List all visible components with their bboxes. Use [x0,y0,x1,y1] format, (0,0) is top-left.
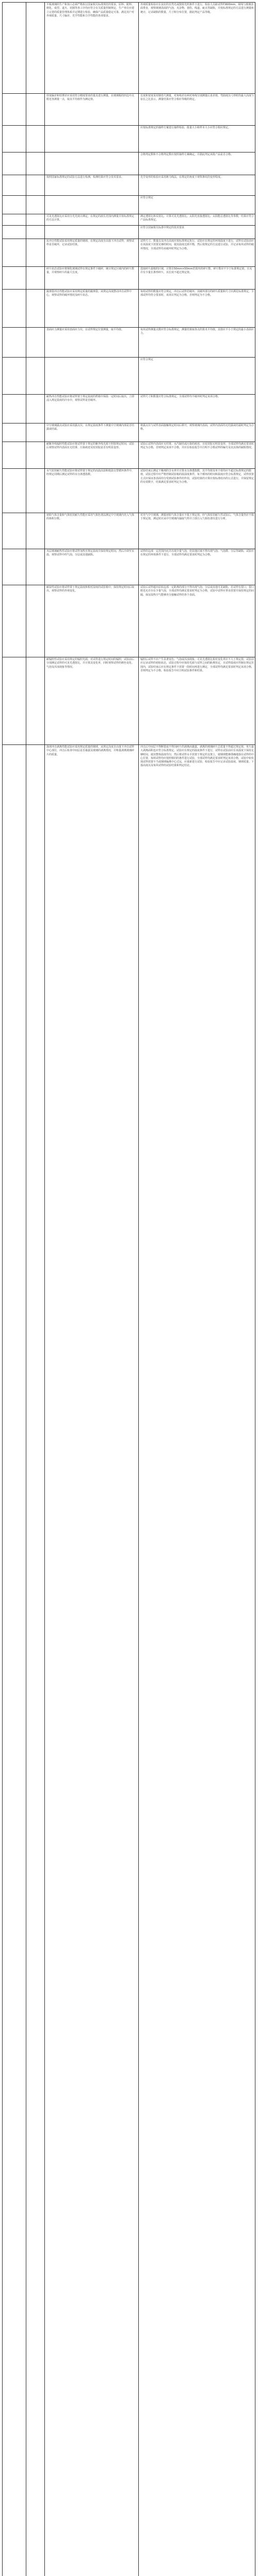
standard-cell: 耐湿性试验应将试样置于规定温度和相对湿度的试验箱中，保持规定时间后取出，观察试样的外观变化。 [46,586,135,593]
method-cell: 冲击后中间层不得断裂或不得因碎片的剥离而暴露，剥离的玻璃碎片总质量不得超过规定值，单片最大剥离面积也应符合标准规定，试验应在规定的温度条件下进行，试样在试验前应在该温度下保持足够时间，使其整体温度均匀，然后将试样水平放置于规定的支架上，使钢球能够准确地落在试样的中心位置，每组试样均应按照相同的条件进行试验，全部试样均满足要求时判定该项合格，试验中如发现试样放置不当或钢球偏离中心过远，应重新进行试验，检验报告中应记录试验温度、钢球质量、下落高度以及每块试样的试验结果和判定结论。 [140,745,254,768]
type-cell [26,290,44,328]
method-cell: 长度和宽度采用钢卷尺测量，对角线差在两对角线分别测量后求差值，弯曲度以弓形时的最大高度与弦长之比表示，测量结果应符合相应等级的规定。 [140,94,254,101]
method-cell: 试样的边部一定范围内允许出现少量气泡，但其他区域不得出现气泡、气泡群、分层等缺陷，试验应在规定的环境条件下进行，全部试样均满足要求时判定为合格。 [140,550,254,557]
type-cell [26,126,44,152]
method-cell: 试样尺寸和数量应符合标准规定，全部试样均不破坏时判定该项合格。 [140,395,221,398]
item-cell [3,442,25,469]
method-cell: 测定透射比和反射比，计算可见光透射比、太阳光直接透射比、太阳能总透射比等参数，结果应符合产品标准规定。 [140,215,254,222]
method-cell: 每块试样测量点数应符合标准规定，测量结果取各点的算术平均值，其值应不小于规定的最小表面应力。 [140,328,254,335]
type-cell [26,513,44,549]
table-row [3,744,255,910]
standard-cell: 抗冲击性能试验采用规定质量的钢球，在规定高度自由落下冲击试样，观察试样是否破坏，记录试验结果。 [46,240,135,247]
type-cell [26,226,44,239]
table-row [3,289,255,328]
item-cell [3,3,25,93]
standard-cell: 中空玻璃露点试验应采用露点仪，在规定温度条件下测量中空玻璃内部是否结露或结霜。 [46,424,135,431]
item-cell [3,745,25,910]
standard-cell: 初始气体含量和气体密封耐久性能应采用气相色谱法测定中空玻璃内充入气体的体积分数。 [46,514,135,521]
item-cell [3,469,25,513]
method-cell: 试样尺寸、数量以及冲击高度应按标准规定执行，试验应在规定的环境温度下进行，试样在试验前应在该温度下放置足够的时间，使其温度达到平衡，然后按规定的方法进行试验，并记录每块试样的破坏情况，全部试样均未破坏时判定为合格。 [140,240,254,250]
item-cell [3,196,25,214]
item-cell [3,395,25,423]
standard-cell: 霰弹袋冲击性能试验应采用规定质量的霰弹袋，从规定高度摆动冲击试样中心，观察试样的破坏情况及碎片状态。 [46,290,132,297]
method-cell: 试验后试样内表面应无结雾、水汽凝结或污染的痕迹，且密封胶无明显变形，全部试样均满足要求时判定为合格，否则判定该项不合格，并应在检验报告中注明不合格试样的编号及其具体的缺陷情况。 [140,443,254,450]
method-cell: 合格判定数和不合格判定数应按照抽样方案确定，并据此判定该批产品是否合格。 [140,153,234,156]
item-cell [3,214,25,226]
type-cell [26,152,44,175]
item-cell [3,328,25,358]
standard-cell: 水气密封耐久性能试验应将试样置于规定的高温高湿和低温交替循环条件中，经规定周期后测定试样的水分渗透指数。 [46,469,135,477]
method-cell: 试验后试样超出原始边部一定距离的部分不得出现气泡、分层或其他可见缺陷，若试样有裂口，裂口附近允许存在少量气泡，全部试样均满足要求时判定为合格，试验中试样应垂直放置并保持规定的间隔，保证湿热空气能够充分接触试样的各个表面。 [140,586,254,597]
standard-cell: 厚度偏差和厚薄差应采用符合精度要求的量具进行测量，在玻璃板的四边中点附近各测量一点，取其平均值作为测定值。 [46,94,135,101]
table-row [3,423,255,442]
item-cell [3,423,25,442]
method-cell: 辐照后试样不应产生显著变色、气泡或浑浊现象，可见光透射比相对变化率应不大于规定值，试验前应记录试样的初始状态，试验过程中应保持光源与试样之间的距离恒定，且试样温度应控制在规定范围内，试验结束后应在规定条件下放置一段时间再进行测定，全部试样均满足要求时判定该项合格，否则判定为不合格，检验报告中应注明试验条件和结果。 [140,658,254,672]
standard-cell: 表面应力测量应采用表面应力仪，在试样规定位置测量，取平均值。 [46,328,124,331]
table-row [3,468,255,513]
type-cell [26,358,44,395]
item-cell [3,226,25,239]
type-cell [26,214,44,226]
standard-cell: 碎片状态试验应将钢化玻璃试样在规定条件下破碎，统计规定区域内的碎片数量，并观察碎片的最大长度。 [46,267,135,275]
table-row [3,357,255,395]
table-row [3,225,255,239]
table-row [3,175,255,196]
type-cell [26,328,44,358]
type-cell [26,175,44,196]
item-cell [3,239,25,267]
standard-cell [45,358,138,395]
standard-cell: 夹层玻璃耐热性试验应将试样加热至规定温度并保持规定时间，然后冷却至室温，观察试样中的气泡、分层或其他缺陷。 [46,550,135,557]
item-cell [3,94,25,126]
method-cell: 将露点仪与试样表面接触规定时间后移开，观察玻璃内表面，试样内表面均无结露或结霜时判定为合格。 [140,424,254,431]
item-cell [3,175,25,196]
method-cell: 光学变形的检验应采用斑马线法，在规定的角度下观察条纹的变形程度。 [140,176,223,179]
standard-cell: 耐热冲击性能试验应将试样置于规定温度的烘箱中保温一定时间后取出，立即浸入规定温度的冷水中，观察试样是否破坏。 [46,395,135,402]
table-row [3,214,255,226]
table-row [3,125,255,152]
method-cell: 应按标准规定的抽样方案进行抽样检验，批量大小和样本大小应符合相应规定。 [140,126,231,129]
item-cell [3,549,25,585]
type-cell [26,745,44,910]
type-cell [26,196,44,214]
type-cell [26,423,44,442]
standard-cell: 按照国家标准规定的试验方法进行检测，检测结果应符合技术要求。 [46,176,124,179]
method-cell: 试验结束后测定干燥剂的含水率并计算水分渗透指数，其平均值及单个值均应不超过标准规定的限值，试验过程中应严格控制试验箱的温湿度条件，每个循环的时间和温度应符合标准规定，试样放置方式应保证各表面均匀受到试验条件的作用，试验结果的计算应按标准给出的公式进行，并保留规定的有效数字，结果满足要求时判定为合格。 [140,469,254,484]
item-cell [3,152,25,175]
table-row [3,195,255,214]
inspection-table [2,2,255,2576]
method-cell: 应符合国家相关标准中规定的技术要求 [140,226,185,229]
type-cell [26,3,44,93]
method-cell: 应符合规定 [140,196,154,199]
method-cell: 应符合规定 [140,358,154,361]
table-row [3,152,255,175]
standard-cell: 可见光透射比应采用分光光度计测定，在规定的波长范围内测量并按标准规定的方法计算。 [46,215,135,222]
type-cell [26,549,44,585]
item-cell [3,585,25,657]
table-row [3,549,255,585]
standard-cell [45,126,138,152]
type-cell [26,395,44,423]
type-cell [26,442,44,469]
standard-cell: 落球冲击剥离性能试验应采用规定质量的钢球，从规定高度自由落下冲击试样中心部位，冲击后检查中间层是否暴露及玻璃的剥离情况，并称量剥离玻璃碎片的质量。 [46,745,135,756]
item-cell [3,290,25,328]
item-cell [3,513,25,549]
standard-cell [45,226,138,239]
type-cell [26,267,44,290]
table-row [3,327,255,358]
standard-cell: 平板玻璃的生产和加工必须严格执行国家相关标准规范的要求，原料、配料、熔化、成型、退火、切割等各工序均应符合有关质量控制规定，生产单位应建立完善的质量管理体系并定期进行检验，确保产品质量稳定可靠，满足用户对外观质量、尺寸偏差、光学性能和力学性能的各项要求。 [46,3,135,18]
method-cell: 对充气中空玻璃，测量初始气体含量应不低于规定值，经气体密封耐久性试验后，气体含量仍应不低于规定值，测定时应从中空玻璃内抽取气样并立即注入气相色谱仪进行分析。 [140,514,254,521]
standard-cell [45,152,138,175]
type-cell [26,585,44,657]
item-cell [3,267,25,290]
table-row [3,513,255,549]
type-cell [26,657,44,745]
table-row [3,394,255,423]
table-row [3,93,255,126]
table-row [3,266,255,290]
type-cell [26,239,44,267]
method-cell: 外观质量检验应在良好的自然光或散射光照条件下进行，检验人员距试样约600mm，视线与玻璃表面垂直，观察玻璃表面的气泡、夹杂物、划伤、线道、疵点等缺陷，并按标准规定的方法进行测量和统计，记录缺陷的数量、尺寸和分布位置，据此判定产品等级。 [140,3,254,14]
method-cell: 选取碎片最粗的区域，计算在50mm×50mm范围内的碎片数，碎片数应不少于标准规定值，且允许有少量长条形碎片，其长度不超过规定值。 [140,267,252,275]
item-cell [3,657,25,745]
standard-cell [45,196,138,214]
table-row [3,657,255,745]
item-cell [3,358,25,395]
table-row [3,442,255,469]
type-cell [26,94,44,126]
table-row [3,3,255,93]
standard-cell: 耐紫外线辐照性能试验应将试样置于规定的紫外线光源下照射规定时间，试验后观察试样内表面有无结雾、污染痕迹及密封胶是否有明显变形。 [46,443,135,450]
type-cell [26,469,44,513]
standard-cell: 耐辐照性试验应采用规定的辐照光源，对试样进行规定时间的辐照，试验前后分别测定试样的可见光透射比，并计算其变化率，同时观察试样的颜色变化、气泡及浑浊现象等情况。 [46,658,135,669]
item-cell [3,126,25,152]
method-cell: 每组试样的数量应符合规定，冲击后试样若破坏，其破坏部分的碎片质量和尺寸应满足标准规定，全部试样均符合要求时，该项目判定为合格，否则判定为不合格。 [140,290,254,297]
table-row [3,585,255,657]
table-row [3,239,255,267]
